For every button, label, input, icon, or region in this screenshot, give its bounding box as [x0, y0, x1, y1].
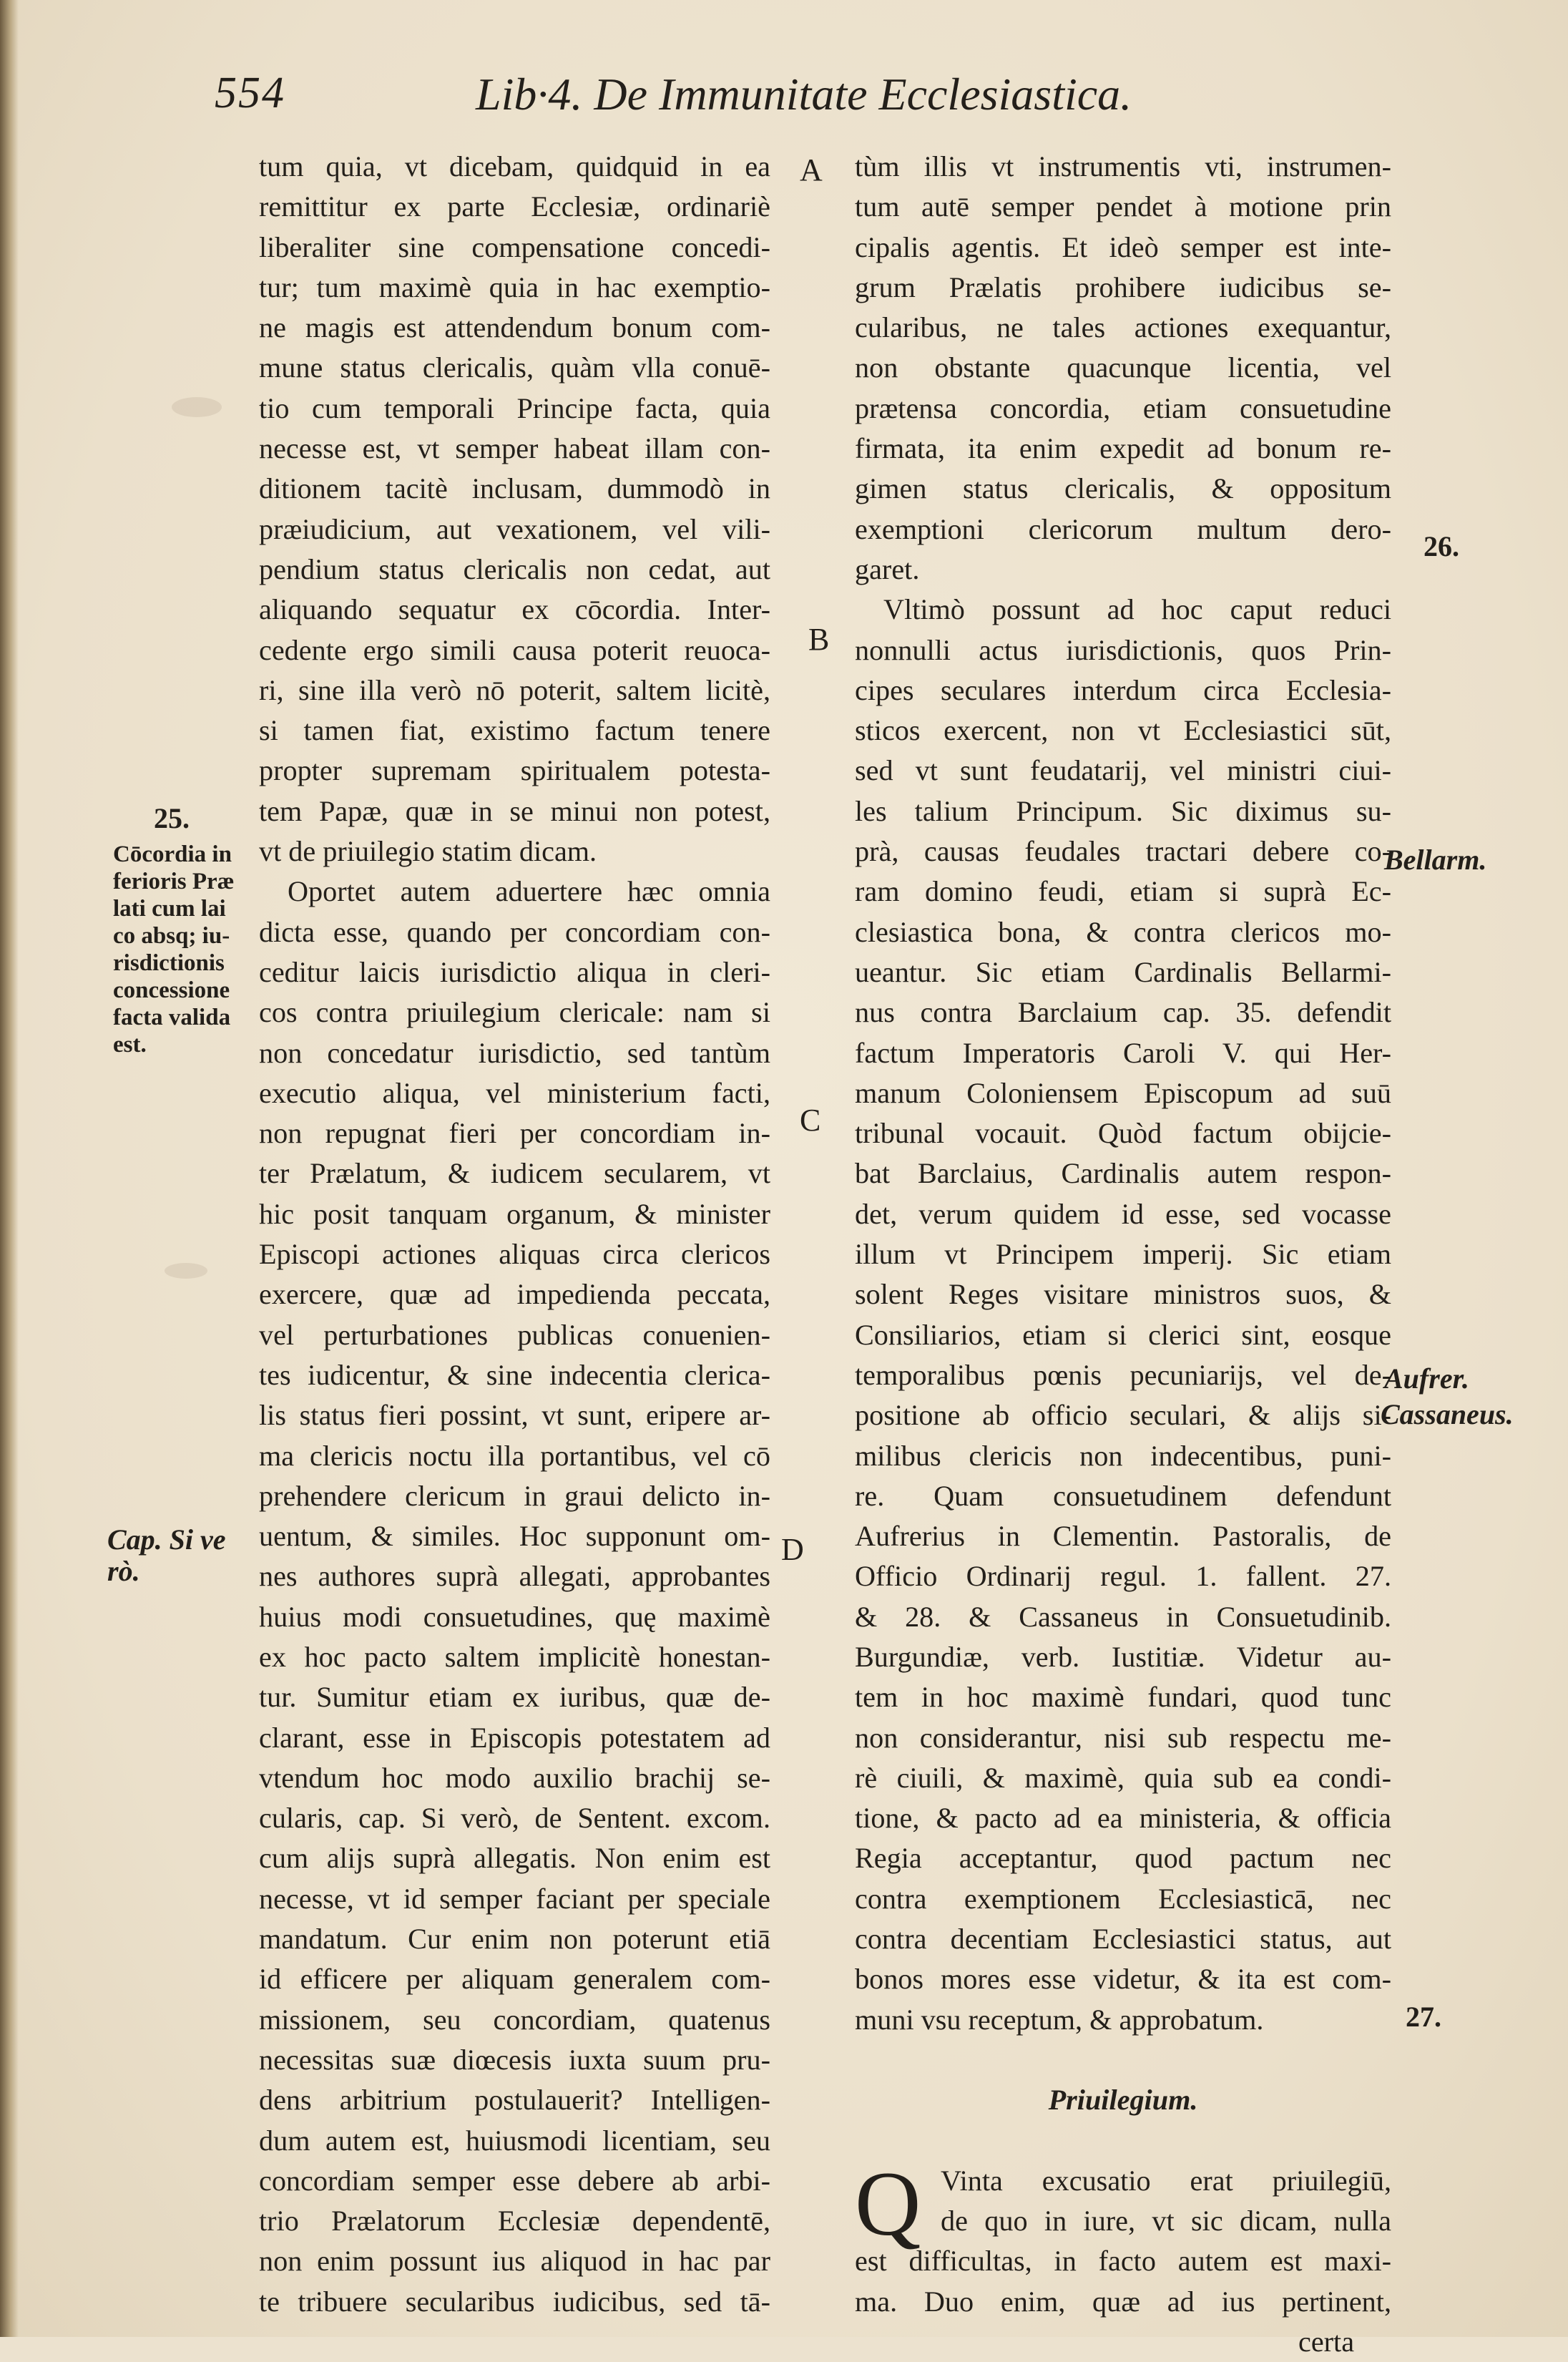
- text-line: dens arbitrium postulauerit? Intelligen-: [259, 2084, 770, 2117]
- text-line: firmata, ita enim expedit ad bonum re-: [855, 432, 1391, 465]
- ink-smudge: [172, 397, 222, 417]
- text-line: re. Quam consuetudinem defendunt: [855, 1479, 1391, 1512]
- left-column: [259, 147, 770, 2322]
- text-line: Aufrerius in Clementin. Pastoralis, de: [855, 1520, 1391, 1553]
- text-line: tur; tum maximè quia in hac exemptio-: [259, 270, 770, 303]
- text-line: præiudicium, aut vexationem, vel vili-: [259, 512, 770, 545]
- text-line: ceditur laicis iurisdictio aliqua in cleri-: [259, 955, 770, 988]
- text-line: & 28. & Cassaneus in Consuetudinib.: [855, 1600, 1391, 1633]
- margin-ref-bellarm: Bellarm.: [1384, 844, 1487, 876]
- text-line: liberaliter sine compensatione concedi-: [259, 230, 770, 263]
- text-line: dicta esse, quando per concordiam con-: [259, 915, 770, 948]
- margin-ref-aufrer: Aufrer.: [1384, 1362, 1469, 1395]
- margin-number-25: 25.: [154, 802, 190, 834]
- page-binding-edge: [0, 0, 19, 2337]
- text-line: uentum, & similes. Hoc supponunt om-: [259, 1520, 770, 1553]
- text-line: cularibus, ne tales actiones exequantur,: [855, 311, 1391, 344]
- margin-note-line: est.: [113, 1032, 147, 1058]
- text-line: Officio Ordinarij regul. 1. fallent. 27.: [855, 1560, 1391, 1593]
- text-line: non repugnat fieri per concordiam in-: [259, 1117, 770, 1150]
- text-line: clarant, esse in Episcopis potestatem ad: [259, 1721, 770, 1754]
- text-line: cum alijs suprà allegatis. Non enim est: [259, 1842, 770, 1875]
- text-line: ueantur. Sic etiam Cardinalis Bellarmi-: [855, 955, 1391, 988]
- text-line: lis status fieri possint, vt sunt, eripere ar-: [259, 1399, 770, 1432]
- section-marker-b: B: [808, 622, 830, 657]
- text-line: mune status clericalis, quàm vlla conuē-: [259, 351, 770, 384]
- section-marker-d: D: [781, 1532, 804, 1567]
- text-line: tione, & pacto ad ea ministeria, & officia: [855, 1802, 1391, 1835]
- text-line: Consiliarios, etiam si clerici sint, eosque: [855, 1318, 1391, 1351]
- text-line: manum Coloniensem Episcopum ad suū: [855, 1076, 1391, 1109]
- text-line: aliquando sequatur ex cōcordia. Inter-: [259, 593, 770, 626]
- dropcap-letter: Q: [855, 2152, 921, 2255]
- margin-number-26: 26.: [1424, 530, 1459, 562]
- section-heading-priuilegium: Priuilegium.: [1048, 2084, 1198, 2117]
- text-line: est difficultas, in facto autem est maxi-: [855, 2245, 1391, 2278]
- text-line: temporalibus pœnis pecuniarijs, vel de-: [855, 1358, 1391, 1391]
- text-line: cipes seculares interdum circa Ecclesia-: [855, 673, 1391, 706]
- text-line: clesiastica bona, & contra clericos mo-: [855, 915, 1391, 948]
- text-line: te tribuere secularibus iudicibus, sed tā-: [259, 2285, 770, 2318]
- section-marker-a: A: [800, 152, 823, 187]
- margin-note-line: risdictionis: [113, 950, 225, 976]
- text-line: solent Reges visitare ministros suos, &: [855, 1278, 1391, 1311]
- text-line: vel perturbationes publicas conuenien-: [259, 1318, 770, 1351]
- text-line: sed vt sunt feudatarij, vel ministri ciui-: [855, 754, 1391, 787]
- text-line: ne magis est attendendum bonum com-: [259, 311, 770, 344]
- margin-note-line: co absq; iu-: [113, 923, 230, 949]
- text-line: prehendere clericum in graui delicto in-: [259, 1479, 770, 1512]
- text-line: nonnulli actus iurisdictionis, quos Prin-: [855, 633, 1391, 666]
- text-line: vt de priuilegio statim dicam.: [259, 835, 597, 868]
- margin-ref-cassaneus: Cassaneus.: [1381, 1398, 1514, 1430]
- margin-note-line: Cōcordia in: [113, 841, 232, 867]
- text-line: remittitur ex parte Ecclesiæ, ordinariè: [259, 190, 770, 223]
- text-line: contra exemptionem Ecclesiasticā, nec: [855, 1882, 1391, 1915]
- margin-note-line: concessione: [113, 977, 230, 1003]
- text-line: cos contra priuilegium clericale: nam si: [259, 996, 770, 1029]
- text-line: tum autē semper pendet à motione prin: [855, 190, 1391, 223]
- text-line: tio cum temporali Principe facta, quia: [259, 391, 770, 424]
- text-line: tum quia, vt dicebam, quidquid in ea: [259, 150, 770, 182]
- text-line: gimen status clericalis, & oppositum: [855, 472, 1391, 505]
- text-line: necesse est, vt semper habeat illam con-: [259, 432, 770, 465]
- margin-note-line: lati cum lai: [113, 896, 226, 922]
- page-number: 554: [215, 69, 285, 117]
- text-line: nes authores suprà allegati, approbantes: [259, 1560, 770, 1593]
- section-marker-c: C: [800, 1103, 821, 1138]
- margin-number-27: 27.: [1406, 2001, 1441, 2033]
- margin-note-line: ferioris Præ: [113, 869, 235, 894]
- margin-citation-line: rò.: [107, 1555, 140, 1587]
- text-line: non obstante quacunque licentia, vel: [855, 351, 1391, 384]
- margin-note-line: facta valida: [113, 1005, 231, 1030]
- text-line: necesse, vt id semper faciant per speciale: [259, 1882, 770, 1915]
- text-line: ter Prælatum, & iudicem secularem, vt: [259, 1157, 770, 1190]
- text-line: Regia acceptantur, quod pactum nec: [855, 1842, 1391, 1875]
- text-line: concordiam semper esse debere ab arbi-: [259, 2164, 770, 2197]
- text-line: tribunal vocauit. Quòd factum obijcie-: [855, 1117, 1391, 1150]
- text-line: cedente ergo simili causa poterit reuoca-: [259, 633, 770, 666]
- text-line: trio Prælatorum Ecclesiæ dependentē,: [259, 2205, 770, 2237]
- text-line: garet.: [855, 552, 920, 585]
- blank-line: [855, 2121, 1391, 2161]
- text-line: Episcopi actiones aliquas circa clericos: [259, 1238, 770, 1271]
- text-line: prætensa concordia, etiam consuetudine: [855, 391, 1391, 424]
- text-line: tùm illis vt instrumentis vti, instrumen-: [855, 150, 1391, 182]
- blank-line: [855, 2040, 1391, 2080]
- text-line: dum autem est, huiusmodi licentiam, seu: [259, 2124, 770, 2157]
- text-line: tem in hoc maximè fundari, quod tunc: [855, 1681, 1391, 1714]
- text-line: bonos mores esse videtur, & ita est com-: [855, 1963, 1391, 1996]
- text-line: pendium status clericalis non cedat, aut: [259, 552, 770, 585]
- text-line: tes iudicentur, & sine indecentia clerica-: [259, 1358, 770, 1391]
- text-line: exercere, quæ ad impedienda peccata,: [259, 1278, 770, 1311]
- text-line: vtendum hoc modo auxilio brachij se-: [259, 1761, 770, 1794]
- text-line: id efficere per aliquam generalem com-: [259, 1963, 770, 1996]
- text-line: bat Barclaius, Cardinalis autem respon-: [855, 1157, 1391, 1190]
- running-head: Lib·4. De Immunitate Ecclesiastica.: [476, 69, 1132, 119]
- right-column: [855, 147, 1391, 2362]
- text-line: Oportet autem aduertere hæc omnia: [288, 875, 770, 908]
- text-line: necessitas suæ diœcesis iuxta suum pru-: [259, 2043, 770, 2076]
- dropcap-paragraph: [855, 2152, 1391, 2255]
- catchword: certa: [1298, 2326, 1355, 2358]
- text-line: ditionem tacitè inclusam, dummodò in: [259, 472, 770, 505]
- ink-smudge: [165, 1263, 207, 1279]
- text-line: ram domino feudi, etiam si suprà Ec-: [855, 875, 1391, 908]
- margin-note-concordia: [113, 841, 256, 1058]
- text-line: executio aliqua, vel ministerium facti,: [259, 1076, 770, 1109]
- margin-citation-cap-si-vero: [107, 1524, 258, 1587]
- text-line: exemptioni clericorum multum dero-: [855, 512, 1391, 545]
- text-line: missionem, seu concordiam, quatenus: [259, 2003, 770, 2036]
- margin-citation-line: Cap. Si ve: [107, 1523, 226, 1556]
- text-line: ma. Duo enim, quæ ad ius pertinent,: [855, 2285, 1391, 2318]
- text-line: sticos exercent, non vt Ecclesiastici sūt,: [855, 714, 1391, 747]
- text-line: positione ab officio seculari, & alijs si-: [855, 1399, 1391, 1432]
- text-line: non considerantur, nisi sub respectu me-: [855, 1721, 1391, 1754]
- text-line: hic posit tanquam organum, & minister: [259, 1197, 770, 1230]
- text-line: factum Imperatoris Caroli V. qui Her-: [855, 1036, 1391, 1069]
- text-line: illum vt Principem imperij. Sic etiam: [855, 1238, 1391, 1271]
- text-line: tem Papæ, quæ in se minui non potest,: [259, 794, 770, 827]
- text-line: tur. Sumitur etiam ex iuribus, quæ de-: [259, 1681, 770, 1714]
- text-line: grum Prælatis prohibere iudicibus se-: [855, 270, 1391, 303]
- text-line: muni vsu receptum, & approbatum.: [855, 2003, 1264, 2036]
- text-line: les talium Principum. Sic diximus su-: [855, 794, 1391, 827]
- text-line: de quo in iure, vt sic dicam, nulla: [941, 2205, 1391, 2237]
- text-line: si tamen fiat, existimo factum tenere: [259, 714, 770, 747]
- text-line: huius modi consuetudines, quę maximè: [259, 1600, 770, 1633]
- text-line: prà, causas feudales tractari debere co-: [855, 835, 1391, 868]
- page-header: [215, 68, 1216, 125]
- text-line: non enim possunt ius aliquod in hac par: [259, 2245, 770, 2278]
- text-line: Vinta excusatio erat priuilegiū,: [941, 2164, 1391, 2197]
- text-line: ma clericis noctu illa portantibus, vel cō: [259, 1439, 770, 1472]
- text-line: mandatum. Cur enim non poterunt etiā: [259, 1923, 770, 1956]
- text-line: ri, sine illa verò nō poterit, saltem licitè,: [259, 673, 770, 706]
- text-line: ex hoc pacto saltem implicitè honestan-: [259, 1640, 770, 1673]
- text-line: milibus clericis non indecentibus, puni-: [855, 1439, 1391, 1472]
- text-line: propter supremam spiritualem potesta-: [259, 754, 770, 787]
- text-line: cularis, cap. Si verò, de Sentent. excom.: [259, 1802, 770, 1835]
- text-line: Vltimò possunt ad hoc caput reduci: [883, 593, 1391, 626]
- text-line: non concedatur iurisdictio, sed tantùm: [259, 1036, 770, 1069]
- text-line: Burgundiæ, verb. Iustitiæ. Videtur au-: [855, 1640, 1391, 1673]
- text-line: cipalis agentis. Et ideò semper est inte-: [855, 230, 1391, 263]
- text-line: nus contra Barclaium cap. 35. defendit: [855, 996, 1391, 1029]
- text-line: rè ciuili, & maximè, quia sub ea condi-: [855, 1761, 1391, 1794]
- text-line: det, verum quidem id esse, sed vocasse: [855, 1197, 1391, 1230]
- text-line: contra decentiam Ecclesiastici status, aut: [855, 1923, 1391, 1956]
